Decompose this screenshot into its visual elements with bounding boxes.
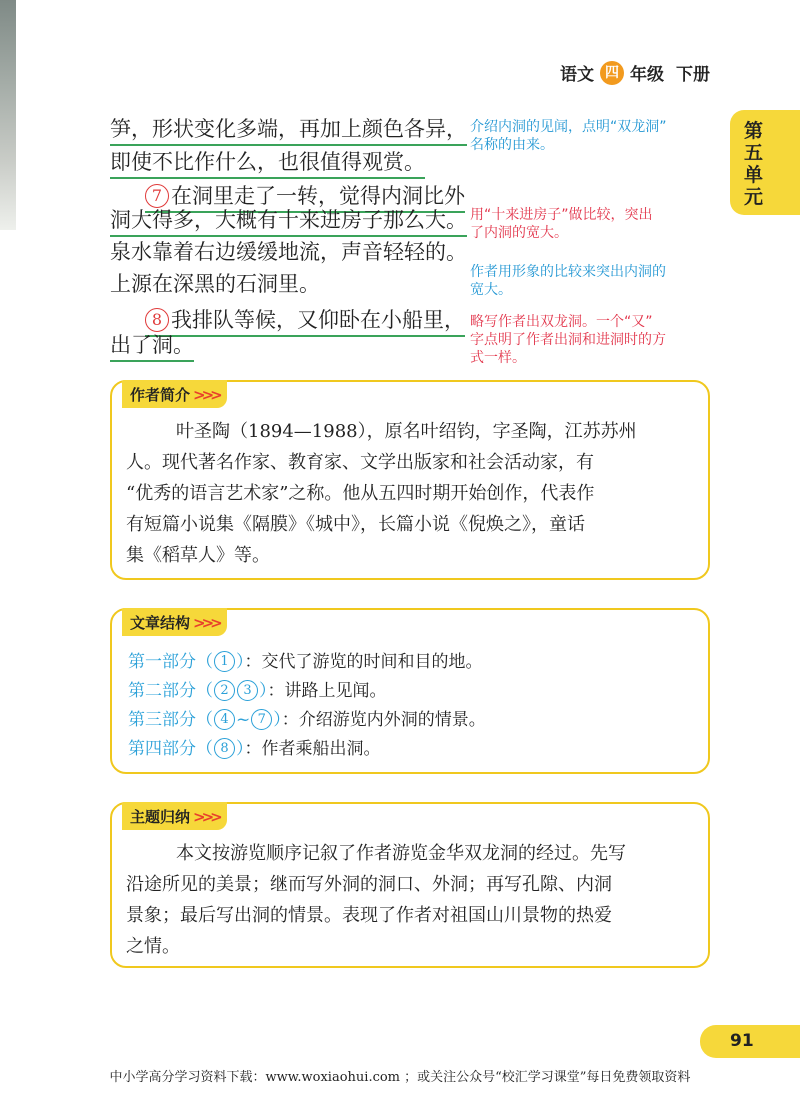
- chevron-right-icon: >>>: [193, 385, 219, 404]
- note-3-line: 宽大。: [470, 282, 512, 298]
- text-line-8: 出了洞。: [110, 330, 194, 362]
- structure-part-label: 第三部分: [128, 710, 196, 730]
- theme-summary-line: 景象；最后写出洞的情景。表现了作者对祖国山川景物的热爱: [126, 905, 612, 926]
- text-line-7-content: 我排队等候，又仰卧在小船里，: [171, 308, 465, 332]
- text-line-4: 洞大得多，大概有十来进房子那么大。: [110, 205, 467, 237]
- structure-list: [128, 648, 486, 764]
- author-intro-body: [126, 416, 637, 571]
- text-line-3-content: 在洞里走了一转，觉得内洞比外: [171, 184, 465, 208]
- paragraph-number-8: 8: [145, 308, 169, 332]
- header-volume: 下册: [676, 65, 710, 85]
- theme-summary-body: [126, 838, 626, 962]
- text-line-2: 即使不比作什么，也很值得观赏。: [110, 147, 425, 179]
- text-line-5: 泉水靠着右边缓缓地流，声音轻轻的。: [110, 240, 467, 264]
- text-line-6: 上源在深黑的石洞里。: [110, 272, 320, 296]
- note-1-line: 名称的由来。: [470, 137, 554, 153]
- structure-part-number: 7: [251, 709, 272, 730]
- note-1-line: 介绍内洞的见闻，点明“双龙洞”: [470, 119, 667, 135]
- structure-part-number: 8: [214, 738, 235, 759]
- structure-part-desc: ：讲路上见闻。: [267, 681, 387, 701]
- theme-summary-line: 之情。: [126, 936, 180, 957]
- note-1: [470, 118, 667, 154]
- structure-part-desc: ：交代了游览的时间和目的地。: [244, 652, 483, 672]
- structure-part-3: 第三部分（ 4 ~ 7 ）：介绍游览内外洞的情景。: [128, 710, 486, 730]
- structure-part-label: 第四部分: [128, 739, 196, 759]
- structure-part-4: 第四部分（ 8 ）：作者乘船出洞。: [128, 739, 381, 759]
- article-structure-box: [110, 608, 710, 774]
- note-2-line: 了内洞的宽大。: [470, 225, 568, 241]
- theme-summary-line: 本文按游览顺序记叙了作者游览金华双龙洞的经过。先写: [176, 843, 626, 864]
- theme-summary-title: [122, 802, 227, 830]
- paragraph-number-7: 7: [145, 184, 169, 208]
- note-3-line: 作者用形象的比较来突出内洞的: [470, 264, 666, 280]
- header-subject: 语文: [560, 65, 594, 85]
- note-4-line: 字点明了作者出洞和进洞时的方: [470, 332, 666, 348]
- structure-part-desc: ：作者乘船出洞。: [244, 739, 381, 759]
- structure-part-desc: ：介绍游览内外洞的情景。: [281, 710, 486, 730]
- theme-summary-box: [110, 802, 710, 968]
- author-intro-line: 人。现代著名作家、教育家、文学出版家和社会活动家，有: [126, 452, 594, 473]
- unit-tab: [730, 110, 800, 215]
- structure-part-number: 3: [237, 680, 258, 701]
- structure-part-separator: ~: [236, 710, 251, 730]
- text-line-1: 笋，形状变化多端，再加上颜色各异，: [110, 114, 467, 146]
- theme-summary-title-text: 主题归纳: [130, 808, 191, 826]
- note-4-line: 式一样。: [470, 350, 526, 366]
- author-intro-line: 叶圣陶（1894—1988），原名叶绍钧，字圣陶，江苏苏州: [176, 421, 637, 442]
- author-intro-line: 有短篇小说集《隔膜》《城中》，长篇小说《倪焕之》，童话: [126, 514, 585, 535]
- author-intro-box: [110, 380, 710, 580]
- grade-badge: 四: [600, 61, 624, 85]
- article-structure-title-text: 文章结构: [130, 614, 191, 632]
- structure-part-2: 第二部分（ 2 3 ）：讲路上见闻。: [128, 681, 387, 701]
- header-grade: 年级: [630, 65, 664, 85]
- note-4: [470, 313, 666, 367]
- note-2-line: 用“十来进房子”做比较，突出: [470, 207, 653, 223]
- author-intro-line: “优秀的语言艺术家”之称。他从五四时期开始创作，代表作: [126, 483, 595, 504]
- page-header: [560, 60, 710, 85]
- theme-summary-line: 沿途所见的美景；继而写外洞的洞口、外洞；再写孔隙、内洞: [126, 874, 612, 895]
- page-number-tab: [700, 1025, 800, 1058]
- article-structure-title: [122, 608, 227, 636]
- structure-part-label: 第二部分: [128, 681, 196, 701]
- structure-part-number: 4: [214, 709, 235, 730]
- note-3: [470, 263, 666, 299]
- author-intro-title-text: 作者简介: [130, 386, 191, 404]
- structure-part-1: 第一部分（ 1 ）：交代了游览的时间和目的地。: [128, 652, 483, 672]
- structure-part-label: 第一部分: [128, 652, 196, 672]
- structure-part-number: 1: [214, 651, 235, 672]
- note-4-line: 略写作者出双龙洞。一个“又”: [470, 314, 653, 330]
- chevron-right-icon: >>>: [193, 613, 219, 632]
- note-2: [470, 206, 653, 242]
- author-intro-title: [122, 380, 227, 408]
- structure-part-number: 2: [214, 680, 235, 701]
- decorative-photo-strip: [0, 0, 16, 230]
- unit-tab-label: 第五单元: [744, 120, 764, 208]
- footer-note: 中小学高分学习资料下载：www.woxiaohui.com ；或关注公众号“校汇学习课堂”每日免费领取资料: [109, 1070, 691, 1085]
- author-intro-line: 集《稻草人》等。: [126, 545, 270, 566]
- chevron-right-icon: >>>: [193, 807, 219, 826]
- page-number: 91: [730, 1031, 754, 1051]
